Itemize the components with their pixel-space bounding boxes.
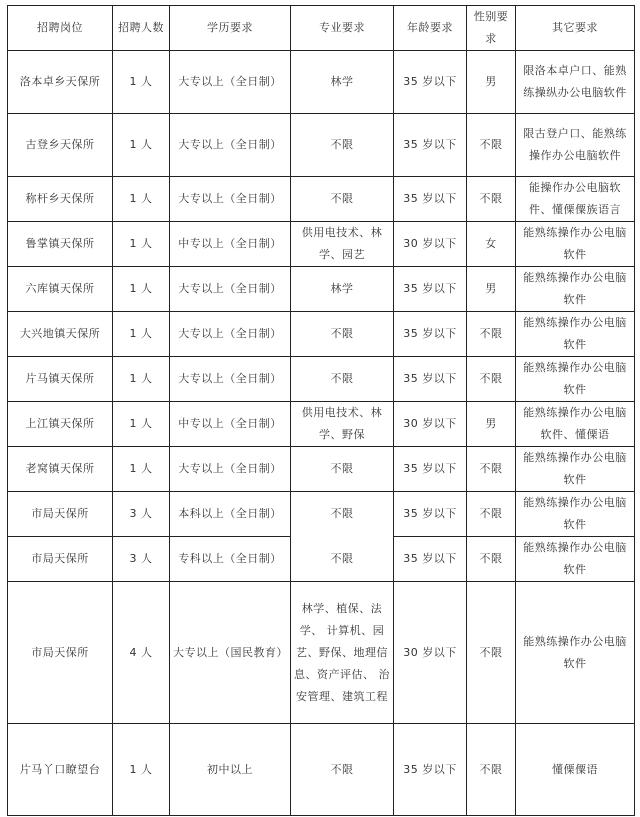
cell-gender: 不限 <box>467 724 516 816</box>
cell-major: 林学、植保、法学、 计算机、园艺、野保、地理信息、资产评估、 治安管理、建筑工程 <box>291 582 394 724</box>
cell-major: 供用电技术、林学、园艺 <box>291 222 394 267</box>
cell-education: 初中以上 <box>170 724 291 816</box>
table-row <box>8 447 635 492</box>
cell-count: 1 人 <box>113 312 170 357</box>
cell-major: 供用电技术、林学、野保 <box>291 402 394 447</box>
cell-gender: 不限 <box>467 492 516 537</box>
cell-other: 能熟练操作办公电脑软件 <box>516 357 635 402</box>
cell-count: 1 人 <box>113 402 170 447</box>
cell-age: 35 岁以下 <box>394 447 467 492</box>
cell-education: 大专以上（全日制） <box>170 447 291 492</box>
cell-education: 中专以上（全日制） <box>170 402 291 447</box>
cell-education: 大专以上（全日制） <box>170 51 291 114</box>
cell-count: 1 人 <box>113 51 170 114</box>
table-row <box>8 51 635 114</box>
header-education: 学历要求 <box>170 6 291 51</box>
table-row <box>8 312 635 357</box>
cell-count: 1 人 <box>113 267 170 312</box>
cell-position: 市局天保所 <box>8 492 113 537</box>
cell-education: 本科以上（全日制） <box>170 492 291 537</box>
cell-education: 大专以上（全日制） <box>170 357 291 402</box>
cell-age: 35 岁以下 <box>394 357 467 402</box>
cell-position: 老窝镇天保所 <box>8 447 113 492</box>
cell-gender: 不限 <box>467 312 516 357</box>
cell-position: 上江镇天保所 <box>8 402 113 447</box>
header-count: 招聘人数 <box>113 6 170 51</box>
cell-education: 专科以上（全日制） <box>170 537 291 582</box>
cell-other: 能熟练操作办公电脑软件 <box>516 537 635 582</box>
cell-position: 六库镇天保所 <box>8 267 113 312</box>
cell-position: 市局天保所 <box>8 582 113 724</box>
cell-age: 35 岁以下 <box>394 177 467 222</box>
cell-education: 大专以上（全日制） <box>170 114 291 177</box>
cell-position: 片马镇天保所 <box>8 357 113 402</box>
cell-major: 不限 <box>291 357 394 402</box>
cell-age: 35 岁以下 <box>394 267 467 312</box>
cell-other: 懂傈僳语 <box>516 724 635 816</box>
cell-other: 限洛本卓户口、能熟练操纵办公电脑软件 <box>516 51 635 114</box>
cell-gender: 不限 <box>467 357 516 402</box>
cell-gender: 女 <box>467 222 516 267</box>
header-gender: 性别要求 <box>467 6 516 51</box>
cell-age: 35 岁以下 <box>394 114 467 177</box>
cell-age: 35 岁以下 <box>394 492 467 537</box>
cell-age: 35 岁以下 <box>394 312 467 357</box>
cell-gender: 不限 <box>467 447 516 492</box>
cell-position: 称杆乡天保所 <box>8 177 113 222</box>
cell-position: 片马丫口瞭望台 <box>8 724 113 816</box>
cell-gender: 不限 <box>467 177 516 222</box>
cell-age: 35 岁以下 <box>394 51 467 114</box>
cell-count: 1 人 <box>113 724 170 816</box>
cell-education: 大专以上（全日制） <box>170 177 291 222</box>
table-header-row <box>8 6 635 51</box>
cell-gender: 男 <box>467 51 516 114</box>
cell-position: 鲁掌镇天保所 <box>8 222 113 267</box>
cell-count: 1 人 <box>113 357 170 402</box>
cell-other: 能熟练操作办公电脑软件 <box>516 492 635 537</box>
cell-other: 能熟练操作办公电脑软件、懂傈语 <box>516 402 635 447</box>
cell-count: 1 人 <box>113 177 170 222</box>
cell-age: 30 岁以下 <box>394 402 467 447</box>
table-row <box>8 114 635 177</box>
cell-position: 古登乡天保所 <box>8 114 113 177</box>
table-row <box>8 537 635 582</box>
cell-position: 洛本卓乡天保所 <box>8 51 113 114</box>
header-age: 年龄要求 <box>394 6 467 51</box>
cell-major: 不限 <box>291 114 394 177</box>
table-row <box>8 222 635 267</box>
cell-other: 能熟练操作办公电脑软件 <box>516 267 635 312</box>
cell-major: 不限 <box>291 492 394 537</box>
cell-other: 能熟练操作办公电脑软件 <box>516 447 635 492</box>
cell-age: 30 岁以下 <box>394 222 467 267</box>
cell-count: 4 人 <box>113 582 170 724</box>
cell-education: 大专以上（国民教育） <box>170 582 291 724</box>
table-row <box>8 402 635 447</box>
cell-other: 能熟练操作办公电脑软件 <box>516 312 635 357</box>
table-row <box>8 582 635 724</box>
table-row <box>8 267 635 312</box>
cell-education: 大专以上（全日制） <box>170 312 291 357</box>
cell-major: 不限 <box>291 537 394 582</box>
header-major: 专业要求 <box>291 6 394 51</box>
cell-other: 能操作办公电脑软件、懂傈僳族语言 <box>516 177 635 222</box>
cell-gender: 不限 <box>467 114 516 177</box>
cell-major: 不限 <box>291 312 394 357</box>
cell-age: 35 岁以下 <box>394 537 467 582</box>
cell-gender: 男 <box>467 402 516 447</box>
cell-position: 大兴地镇天保所 <box>8 312 113 357</box>
cell-gender: 不限 <box>467 537 516 582</box>
cell-major: 林学 <box>291 267 394 312</box>
cell-position: 市局天保所 <box>8 537 113 582</box>
cell-gender: 不限 <box>467 582 516 724</box>
cell-count: 3 人 <box>113 537 170 582</box>
cell-major: 林学 <box>291 51 394 114</box>
table-row <box>8 177 635 222</box>
cell-count: 1 人 <box>113 222 170 267</box>
cell-gender: 男 <box>467 267 516 312</box>
cell-count: 1 人 <box>113 114 170 177</box>
cell-education: 中专以上（全日制） <box>170 222 291 267</box>
header-other: 其它要求 <box>516 6 635 51</box>
cell-major: 不限 <box>291 724 394 816</box>
header-position: 招聘岗位 <box>8 6 113 51</box>
cell-major: 不限 <box>291 177 394 222</box>
cell-major: 不限 <box>291 447 394 492</box>
recruitment-table <box>7 5 635 816</box>
table-row <box>8 357 635 402</box>
table-row <box>8 724 635 816</box>
cell-age: 30 岁以下 <box>394 582 467 724</box>
cell-education: 大专以上（全日制） <box>170 267 291 312</box>
cell-count: 1 人 <box>113 447 170 492</box>
table-row <box>8 492 635 537</box>
cell-other: 限古登户口、能熟练操作办公电脑软件 <box>516 114 635 177</box>
cell-age: 35 岁以下 <box>394 724 467 816</box>
cell-other: 能熟练操作办公电脑软件 <box>516 582 635 724</box>
cell-count: 3 人 <box>113 492 170 537</box>
cell-other: 能熟练操作办公电脑软件 <box>516 222 635 267</box>
